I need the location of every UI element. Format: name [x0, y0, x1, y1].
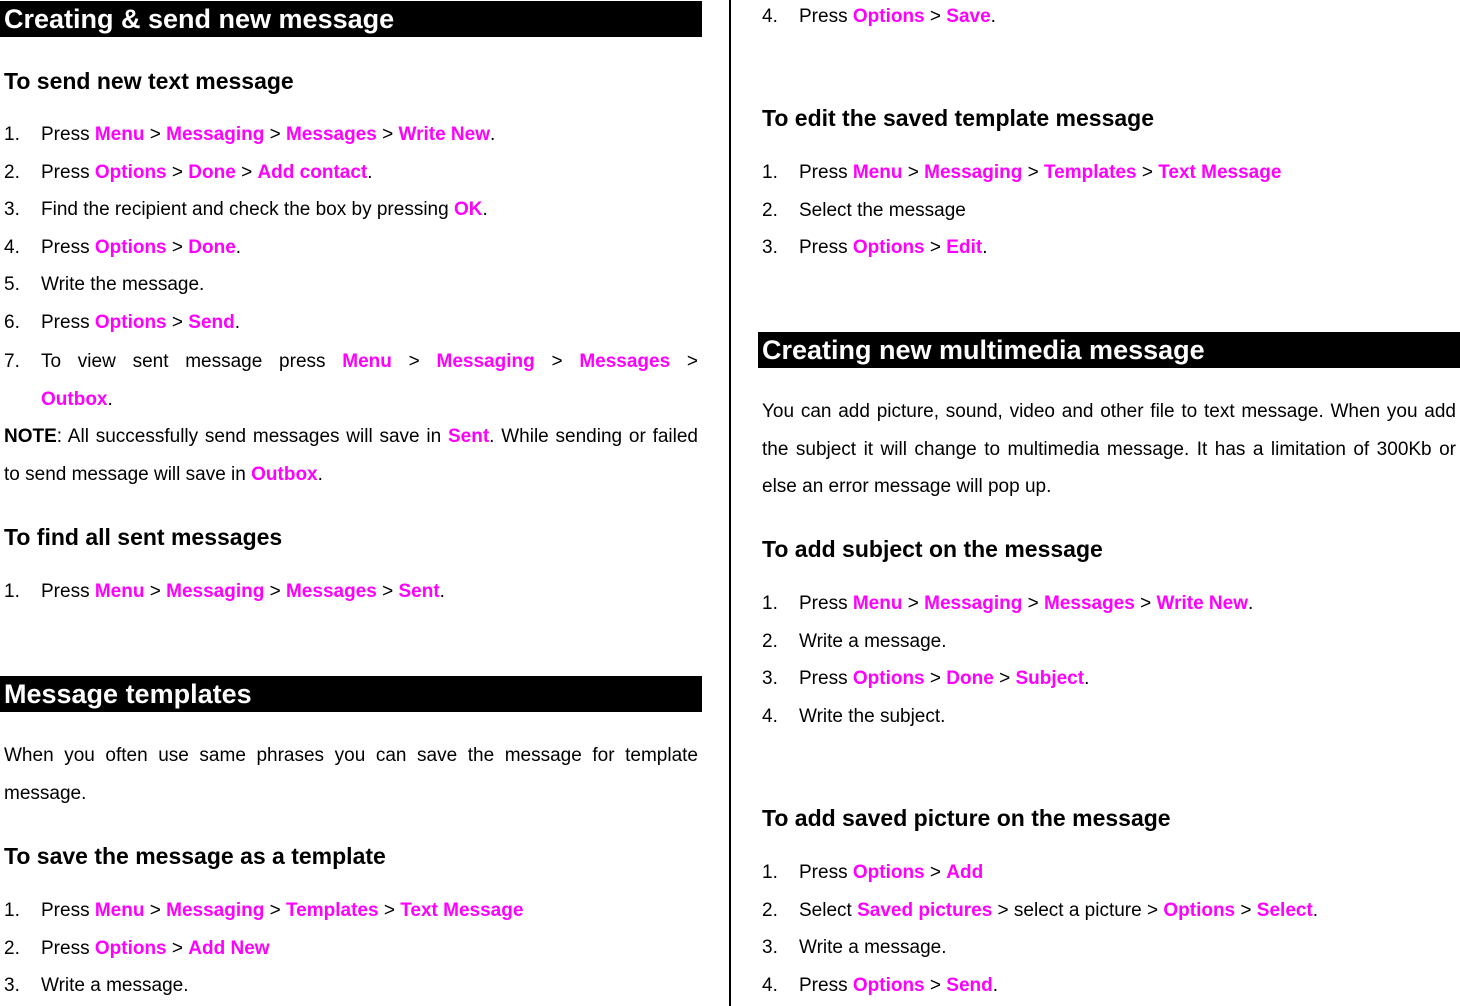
list-item: 3. Press Options > Done > Subject. [762, 668, 1090, 690]
list-item: 1. Press Menu > Messaging > Messages > Write New. [762, 593, 1254, 614]
heading-add-picture: To add saved picture on the message [762, 805, 1171, 831]
heading-send-text: To send new text message [4, 68, 294, 94]
heading-find-sent: To find all sent messages [4, 524, 283, 550]
list-item: 2. Press Options > Add New [4, 937, 270, 959]
list-item: 2. Press Options > Done > Add contact. [4, 161, 373, 183]
list-item: 2. Select Saved pictures > select a picture > Options > Select. [762, 899, 1319, 921]
section-title-templates: Message templates [0, 676, 702, 712]
list-item: 1. Press Menu > Messaging > Templates > Text Message [762, 162, 1282, 183]
note-paragraph: NOTE: All successfully send messages will save in Sent. While sending or failed to send message will save in Outbox. [4, 426, 698, 485]
heading-edit-template: To edit the saved template message [762, 105, 1154, 131]
list-item: 1. Press Menu > Messaging > Messages > Write New. [4, 124, 496, 145]
multimedia-intro: You can add picture, sound, video and other file to text message. When you add the subject it will change to multimedia message. It has a limitation of 300Kb or else an error message will pop up. [762, 401, 1456, 498]
section-title-multimedia: Creating new multimedia message [758, 332, 1460, 368]
list-item: 4. Press Options > Send. [762, 974, 999, 996]
list-item: 1. Press Menu > Messaging > Messages > Sent. [4, 581, 445, 602]
list-item: 1. Press Menu > Messaging > Templates > Text Message [4, 900, 524, 921]
list-item: 2. Select the message [762, 199, 966, 221]
templates-intro: When you often use same phrases you can save the message for template message. [4, 745, 698, 804]
list-item: 3. Write a message. [4, 975, 189, 997]
list-item: 3. Press Options > Edit. [762, 237, 988, 259]
column-divider [729, 0, 731, 1006]
heading-save-template: To save the message as a template [4, 843, 386, 869]
section-title-create-send: Creating & send new message [0, 1, 702, 37]
list-item: 7. To view sent message press Menu > Messaging > Messages > Outbox. [4, 351, 699, 410]
list-item: 2. Write a message. [762, 630, 947, 652]
list-item: 4. Press Options > Save. [762, 6, 996, 27]
list-item: 4. Press Options > Done. [4, 236, 242, 258]
list-item: 6. Press Options > Send. [4, 312, 241, 333]
list-item: 1. Press Options > Add [762, 862, 984, 883]
list-item: 5. Write the message. [4, 274, 205, 296]
list-item: 3. Find the recipient and check the box by pressing OK. [4, 199, 488, 221]
heading-add-subject: To add subject on the message [762, 536, 1103, 562]
list-item: 4. Write the subject. [762, 705, 946, 727]
list-item: 3. Write a message. [762, 937, 947, 959]
